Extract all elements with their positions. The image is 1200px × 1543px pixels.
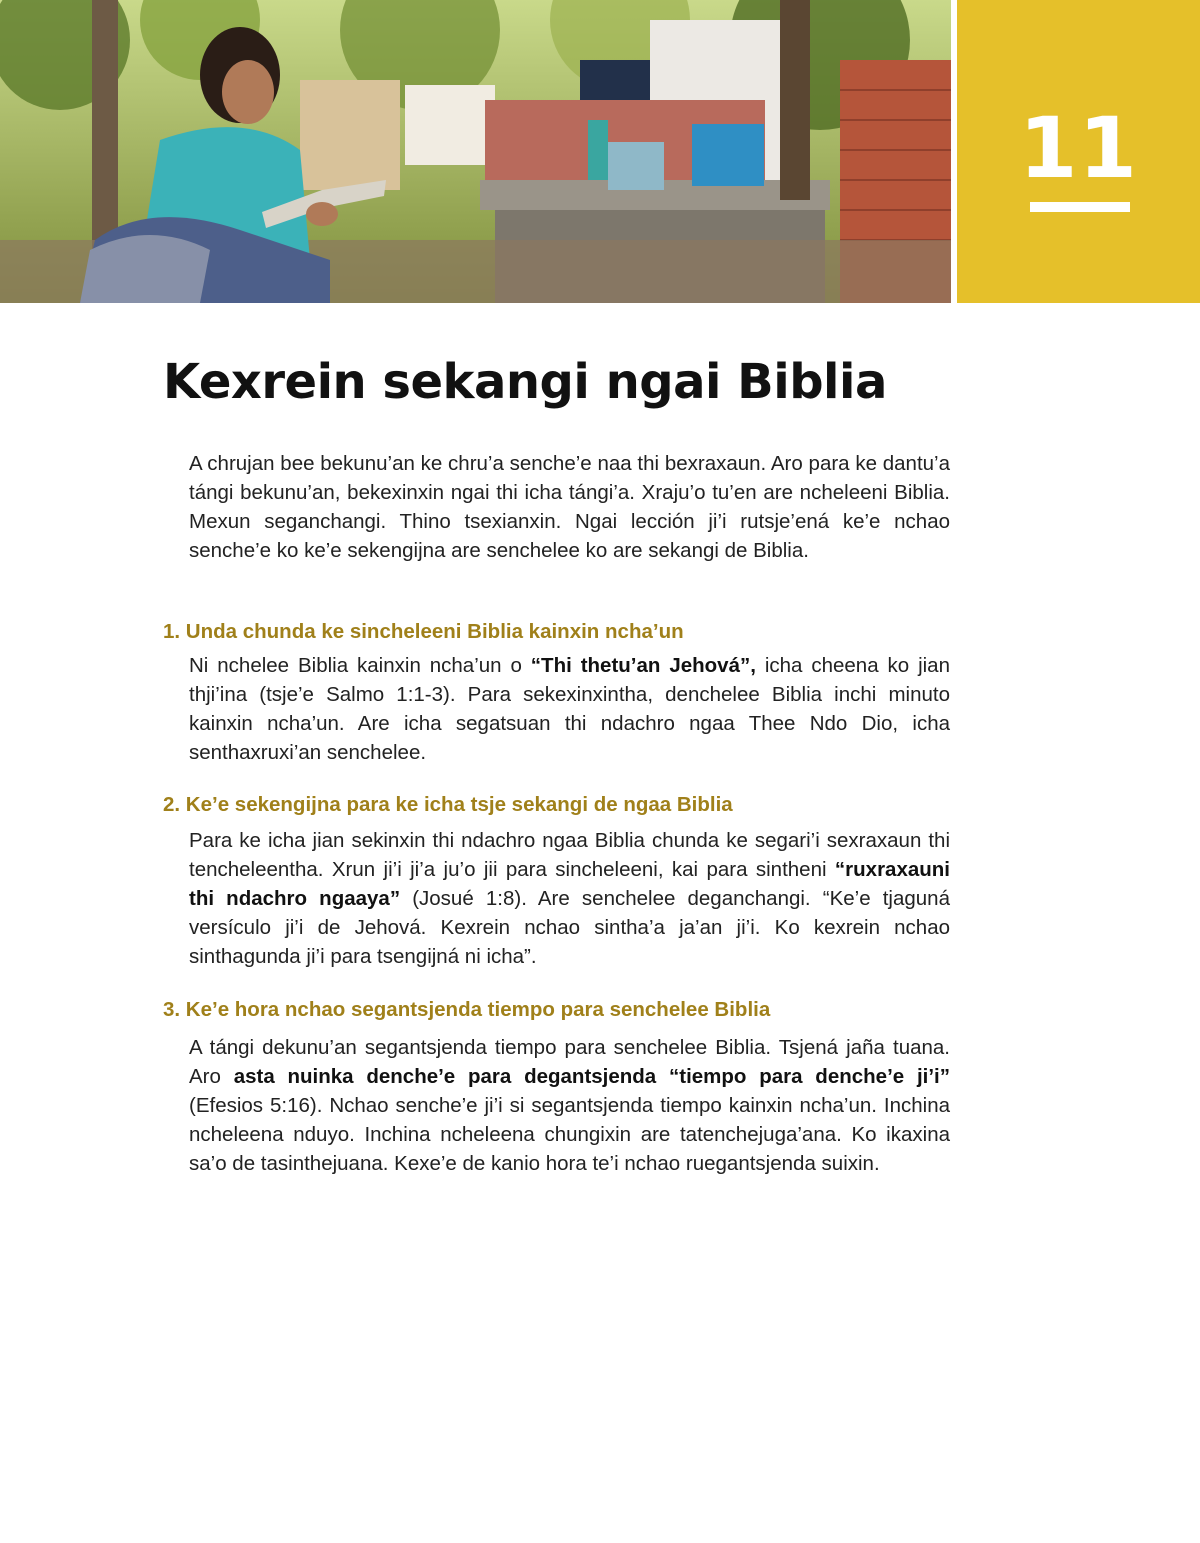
chapter-tab [957, 0, 1200, 303]
chapter-underline [1030, 202, 1130, 212]
section-3-bold-text: asta nuinka denche’e para degantsjenda “tiempo para denche’e ji’i” [233, 1065, 950, 1088]
header-photo [0, 0, 951, 303]
intro-paragraph: A chrujan bee bekunu’an ke chru’a senche’e naa thi bexraxaun. Aro para ke dantu’a tángi bekunu’an, bekexinxin ngai thi icha tángi’a. Xraju’o tu’en are ncheleeni Biblia. Mexun seganchangi. Thino tsexianxin. Ngai lección ji’i rutsje’ená ke’e nchao senche’e ko ke’e sekengijna are senchelee ko are sekangi de Biblia. [189, 452, 950, 562]
section-1-heading: 1. Unda chunda ke sincheleeni Biblia kainxin ncha’un [163, 620, 684, 643]
page-title: Kexrein sekangi ngai Biblia [163, 354, 887, 410]
section-2-paragraph: Para ke icha jian sekinxin thi ndachro ngaa Biblia chunda ke segari’i sexraxaun thi tencheleentha. Xrun ji’i ji’a ju’o jii para sincheleeni, kai para sintheni “ruxraxauni thi ndachro ngaaya” (Josué 1:8). Are senchelee deganchangi. “Ke’e tjaguná versículo ji’i de Jehová. Kexrein nchao sintha’a ja’an ji’i. Ko kexrein nchao sinthagunda ji’i para tsengijná ni icha”. [189, 829, 950, 968]
section-2-heading: 2. Ke’e sekengijna para ke icha tsje sekangi de ngaa Biblia [163, 793, 733, 816]
section-3-paragraph: A tángi dekunu’an segantsjenda tiempo para senchelee Biblia. Tsjená jaña tuana. Aro asta nuinka denche’e para degantsjenda “tiempo para denche’e ji’i” (Efesios 5:16). Nchao senche’e ji’i si segantsjenda tiempo kainxin ncha’un. Inchina ncheleena nduyo. Inchina ncheleena chungixin are tatenchejuga’ana. Ko ikaxina sa’o de tasinthejuana. Kexe’e de kanio hora te’i nchao ruegantsjenda suixin. [189, 1036, 950, 1175]
chapter-number: 11 [1019, 99, 1138, 197]
woman-reading-bible-illustration [0, 0, 951, 303]
section-1-paragraph: Ni nchelee Biblia kainxin ncha’un o “Thi thetu’an Jehová”, icha cheena ko jian thji’ina (tsje’e Salmo 1:1-3). Para sekexinxintha, denchelee Biblia inchi minuto kainxin ncha’un. Are icha segatsuan thi ndachro ngaa Thee Ndo Dio, icha senthaxruxi’an senchelee. [189, 654, 950, 764]
section-1-bold-text: “Thi thetu’an Jehová”, [530, 654, 756, 677]
section-2-bold-text: “ruxraxauni thi ndachro ngaaya” [189, 858, 950, 910]
section-3-heading: 3. Ke’e hora nchao segantsjenda tiempo para senchelee Biblia [163, 998, 771, 1021]
